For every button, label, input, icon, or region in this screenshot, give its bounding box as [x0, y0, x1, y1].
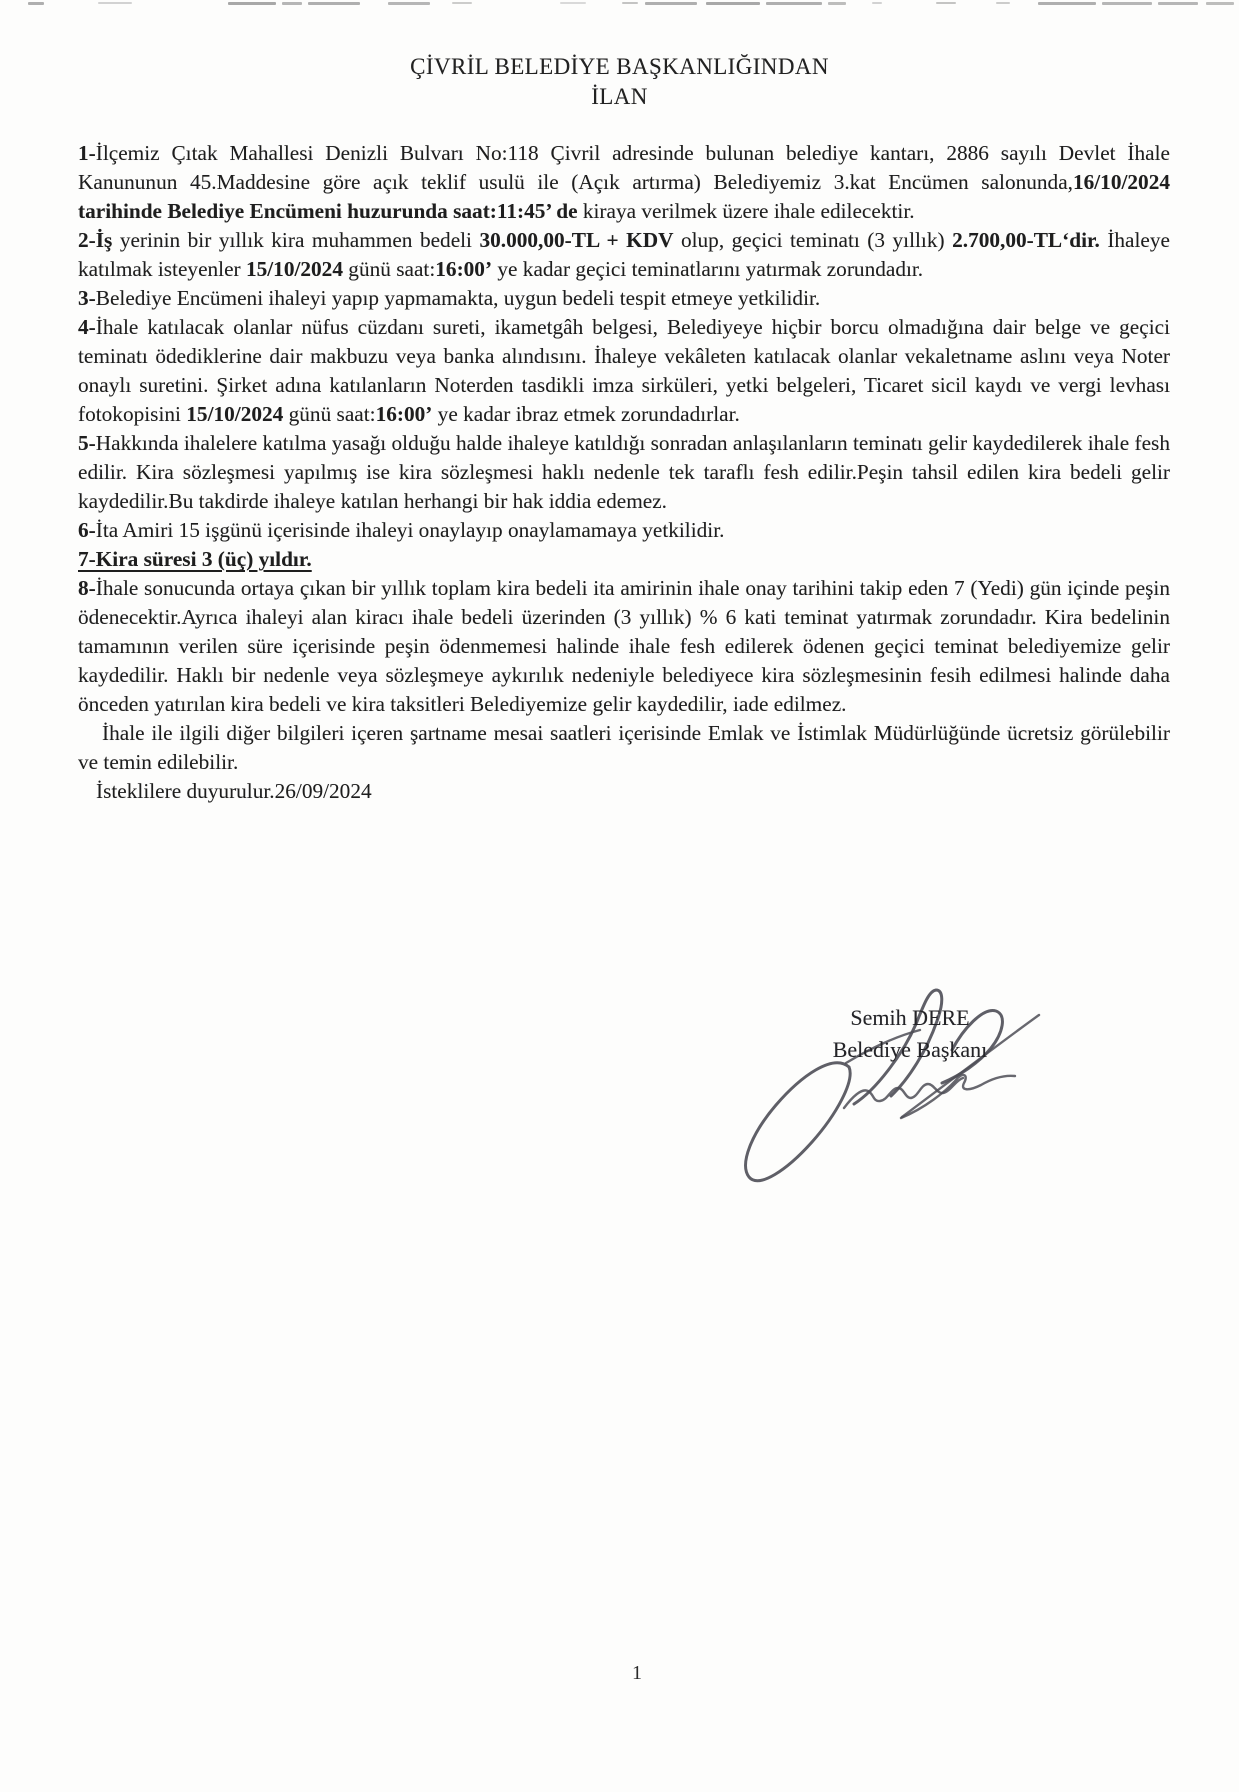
scan-dash	[98, 2, 132, 4]
scan-dash	[388, 2, 430, 5]
document-subtitle: İLAN	[591, 84, 648, 109]
paragraph: 6-İta Amiri 15 işgünü içerisinde ihaleyi onaylayıp onaylamamaya yetkilidir.	[78, 518, 725, 542]
scan-dash	[1102, 2, 1152, 5]
paragraph: 2-İş yerinin bir yıllık kira muhammen bedeli 30.000,00-TL + KDV olup, geçici teminatı (3 yıllık) 2.700,00-TL‘dir. İhaleye katılmak isteyenler 15/10/2024 günü saat:16:00’ ye kadar geçici teminatlarını yatırmak zorundadır.	[78, 228, 1170, 281]
signature-block	[765, 1002, 1055, 1066]
paragraph: 4-İhale katılacak olanlar nüfus cüzdanı sureti, ikametgâh belgesi, Belediyeye hiçbir borcu olmadığına dair belge ve geçici teminatı ödediklerine dair makbuzu veya banka alındısını. İhaleye vekâleten katılacak olanlar vekaletname aslını veya Noter onaylı suretini. Şirket adına katılanların Noterden tasdikli imza sirküleri, yetki belgeleri, Ticaret sicil kaydı ve vergi levhası fotokopisini 15/10/2024 günü saat:16:00’ ye kadar ibraz etmek zorundadırlar.	[78, 315, 1170, 426]
document-body	[78, 139, 1170, 806]
scan-dash	[936, 2, 956, 4]
signature-scribble	[640, 950, 1100, 1230]
scan-dash	[706, 2, 760, 5]
scan-dash	[996, 2, 1010, 4]
signatory-name: Semih DERE	[850, 1005, 970, 1030]
scan-dash	[622, 2, 638, 4]
scan-dash	[560, 2, 586, 4]
paragraph: İhale ile ilgili diğer bilgileri içeren şartname mesai saatleri içerisinde Emlak ve İstimlak Müdürlüğünde ücretsiz görülebilir ve temin edilebilir.	[78, 721, 1170, 774]
scan-dash	[282, 2, 302, 5]
page-number: 1	[632, 1662, 642, 1684]
paragraph: 1-İlçemiz Çıtak Mahallesi Denizli Bulvarı No:118 Çivril adresinde bulunan belediye kantarı, 2886 sayılı Devlet İhale Kanununun 45.Maddesine göre açık teklif usulü ile (Açık artırma) Belediyemiz 3.kat Encümen salonunda,16/10/2024 tarihinde Belediye Encümeni huzurunda saat:11:45’ de kiraya verilmek üzere ihale edilecektir.	[78, 141, 1170, 223]
scan-dash	[766, 2, 822, 5]
paragraph: 3-Belediye Encümeni ihaleyi yapıp yapmamakta, uygun bedeli tespit etmeye yetkilidir.	[78, 286, 821, 310]
scan-dash	[828, 2, 846, 5]
paragraph: 8-İhale sonucunda ortaya çıkan bir yıllık toplam kira bedeli ita amirinin ihale onay tarihini takip eden 7 (Yedi) gün içinde peşin ödenecektir.Ayrıca ihaleyi alan kiracı ihale bedeli üzerinden (3 yıllık) % 6 kati teminat yatırmak zorundadır. Kira bedelinin tamamının verilen süre içerisinde peşin ödenmemesi halinde ihale fesh edilerek ödenen geçici teminat belediyemize gelir kaydedilir. Haklı bir nedenle veya sözleşmeye aykırılık nedeniyle belediyece kira sözleşmesinin fesih edilmesi halinde daha önceden yatırılan kira bedeli ve kira taksitleri Belediyemize gelir kaydedilir, iade edilmez.	[78, 576, 1170, 716]
signatory-title: Belediye Başkanı	[832, 1037, 988, 1062]
scan-dash	[1158, 2, 1198, 5]
paragraph: 5-Hakkında ihalelere katılma yasağı olduğu halde ihaleye katıldığı sonradan anlaşılanların teminatı gelir kaydedilerek ihale fesh edilir. Kira sözleşmesi yapılmış ise kira sözleşmesi haklı nedenle tek taraflı fesh edilir.Peşin tahsil edilen kira bedeli gelir kaydedilir.Bu takdirde ihaleye katılan herhangi bir hak iddia edemez.	[78, 431, 1170, 513]
scan-dash	[228, 2, 276, 5]
scan-dash	[1206, 2, 1234, 5]
paragraph: 7-Kira süresi 3 (üç) yıldır.	[78, 547, 312, 571]
scan-dash	[872, 2, 882, 4]
scan-dash	[28, 2, 44, 5]
scan-dash	[452, 2, 472, 4]
document-title: ÇİVRİL BELEDİYE BAŞKANLIĞINDAN	[410, 54, 829, 79]
scan-dash	[308, 2, 360, 5]
paragraph: İsteklilere duyurulur.26/09/2024	[96, 779, 372, 803]
scan-artifacts	[0, 0, 1239, 10]
scan-dash	[645, 2, 697, 5]
document-header	[0, 52, 1239, 112]
scan-dash	[1038, 2, 1096, 5]
